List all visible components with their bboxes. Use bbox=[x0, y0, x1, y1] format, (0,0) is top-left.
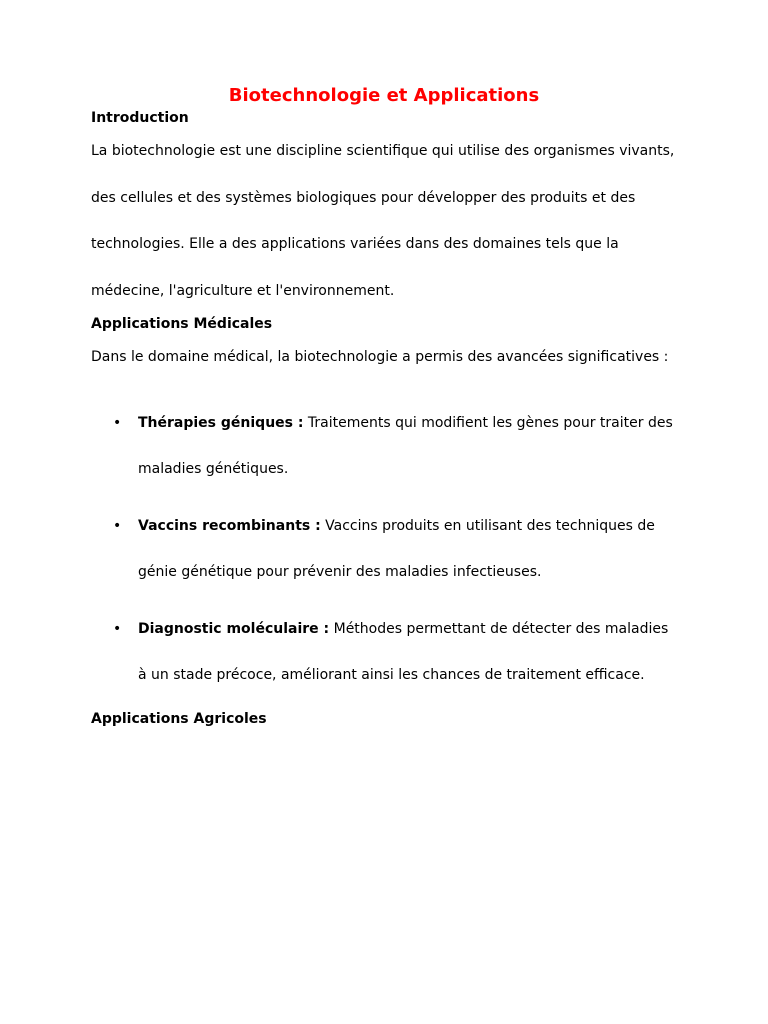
list-item bbox=[113, 503, 677, 596]
list-item bbox=[113, 400, 677, 493]
list-item-text: Vaccins produits en utilisant des techniques de génie génétique pour prévenir des maladies infectieuses. bbox=[138, 517, 655, 580]
introduction-paragraph: La biotechnologie est une discipline scientifique qui utilise des organismes vivants, des cellules et des systèmes biologiques pour développer des produits et des technologies. Elle a des applications variées dans des domaines tels que la médecine, l'agriculture et l'environnement. bbox=[91, 143, 675, 299]
list-item-term: Vaccins recombinants : bbox=[138, 517, 321, 534]
list-item-text: Méthodes permettant de détecter des maladies à un stade précoce, améliorant ainsi les chances de traitement efficace. bbox=[138, 620, 669, 683]
section-heading-introduction: Introduction bbox=[91, 110, 189, 126]
bullet-icon: • bbox=[113, 414, 122, 431]
list-item bbox=[113, 606, 677, 699]
medical-applications-list bbox=[91, 400, 677, 699]
bullet-icon: • bbox=[113, 517, 122, 534]
section-heading-medical: Applications Médicales bbox=[91, 316, 273, 332]
medical-paragraph: Dans le domaine médical, la biotechnologie a permis des avancées significatives : bbox=[91, 349, 669, 365]
list-item-term: Diagnostic moléculaire : bbox=[138, 620, 330, 637]
bullet-icon: • bbox=[113, 620, 122, 637]
list-item-term: Thérapies géniques : bbox=[138, 414, 304, 431]
document-title: Biotechnologie et Applications bbox=[228, 85, 540, 106]
list-item-text: Traitements qui modifient les gènes pour traiter des maladies génétiques. bbox=[138, 414, 673, 477]
section-heading-agricultural: Applications Agricoles bbox=[91, 710, 267, 727]
